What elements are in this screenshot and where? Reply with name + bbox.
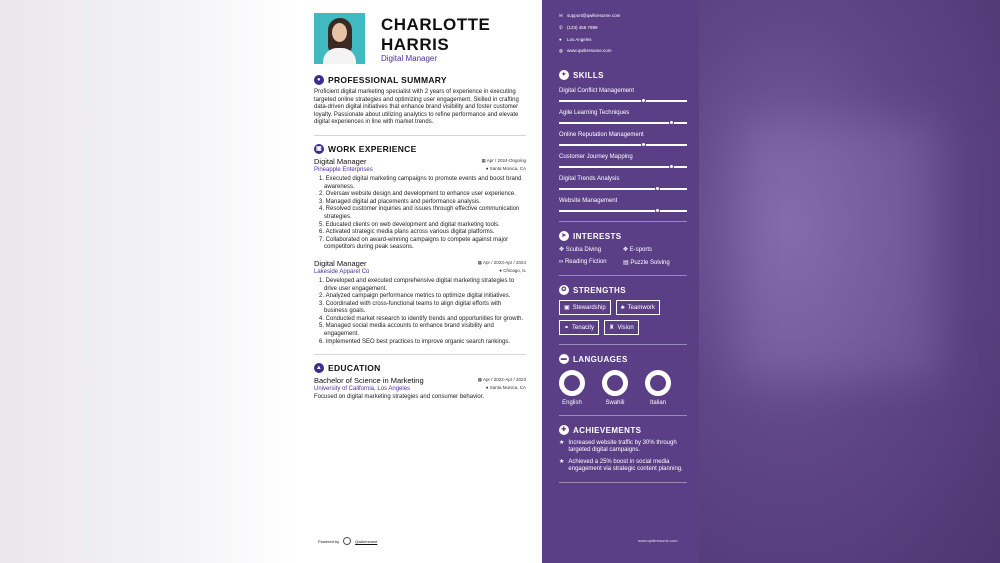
list-item: 2. Analyzed campaign performance metrics to optimize digital initiatives. [319, 293, 526, 301]
list-item: 3. Coordinated with cross-functional teams to align digital efforts with business goals. [319, 301, 526, 316]
trophy-icon: ✚ [559, 425, 569, 435]
interest-label: Reading Fiction [564, 259, 607, 266]
role-title: Digital Manager [381, 54, 438, 63]
strengths-list [559, 300, 691, 335]
job-location: Chicago, IL [503, 267, 526, 273]
job-location-row [481, 165, 526, 173]
language-item [559, 370, 585, 406]
interest-item [623, 259, 687, 266]
job-entry [314, 157, 526, 252]
divider [559, 275, 687, 276]
skill-slider-knob [655, 186, 660, 191]
education-dates: Apr / 2022-Apr / 2023 [482, 377, 526, 383]
job-bullets [314, 176, 526, 252]
contact-text[interactable]: support@qwikresume.com [567, 13, 621, 18]
contact-text[interactable]: (123) 456 7899 [567, 24, 598, 30]
list-item: 5. Educated clients on web development and digital marketing tools. [319, 222, 526, 230]
first-name: CHARLOTTE [381, 15, 491, 34]
languages-title: LANGUAGES [573, 354, 628, 364]
calendar-icon: ▦ [477, 377, 483, 383]
interest-item [559, 246, 623, 253]
powered-by-label: Powered by [318, 538, 340, 544]
send-icon: ➤ [559, 231, 569, 241]
strengths-title: STRENGTHS [573, 285, 626, 295]
star-icon: ★ [559, 459, 565, 466]
list-item: 7. Collaborated on award-winning campaigns to compete against major competitors during peak seasons. [319, 237, 526, 252]
skill-slider-knob [669, 120, 674, 125]
language-ring [559, 370, 585, 396]
resume-header [314, 13, 526, 65]
strength-icon: ✪ [559, 285, 569, 295]
languages-list [559, 370, 687, 406]
achievement-item [559, 440, 687, 454]
strength-label: Stewardship [572, 304, 606, 311]
contact-text[interactable]: www.qwikresume.com [567, 48, 612, 54]
summary-text: Proficient digital marketing specialist with 2 years of experience in executing targeted online strategies and optimizing user engagement. Skilled in crafting data-driven digital initiatives that enhance brand visibility and foster customer loyalty. Passionate about utilizing analytics to refine performance and elevate digital experiences in line with market trends. [314, 89, 519, 126]
pin-icon: ● [485, 385, 490, 391]
pin-icon: ● [499, 267, 504, 273]
profile-photo [314, 13, 365, 64]
interests-section [559, 231, 687, 266]
job-title-block [314, 157, 373, 173]
job-title: Digital Manager [314, 156, 367, 166]
skill-bar [559, 210, 687, 212]
job-dates: Apr / 2024-Ongoing [486, 157, 526, 163]
job-bullets [314, 278, 526, 346]
job-company: Lakeside Apparel Co [314, 268, 370, 275]
interest-item [623, 246, 687, 253]
experience-title: WORK EXPERIENCE [328, 143, 417, 154]
language-label: Swahili [605, 400, 625, 407]
achievements-title: ACHIEVEMENTS [573, 425, 642, 435]
contact-item [559, 34, 687, 46]
skill-name: Customer Journey Mapping [559, 154, 633, 161]
vision-icon: ♜ [609, 325, 615, 332]
education-note: Focused on digital marketing strategies and consumer behavior. [314, 394, 485, 401]
divider [559, 482, 687, 483]
list-item: 4. Conducted market research to identify trends and opportunities for growth. [319, 316, 526, 324]
language-ring [602, 370, 628, 396]
school: University of California, Los Angeles [314, 386, 411, 393]
resume-main-column [301, 0, 542, 563]
interests-list [559, 246, 687, 266]
job-meta [481, 157, 526, 173]
interest-label: Scuba Diving [565, 247, 602, 254]
divider [314, 135, 526, 136]
job-header [314, 157, 526, 173]
strength-chip [604, 320, 639, 335]
summary-title: PROFESSIONAL SUMMARY [328, 75, 447, 85]
contact-text[interactable]: Los Angeles [567, 36, 592, 42]
language-label: English [562, 400, 582, 407]
list-item: 3. Managed digital ad placements and performance analysis. [319, 199, 526, 207]
skill-slider-knob [641, 98, 646, 103]
language-item [645, 370, 671, 406]
resume-page [301, 0, 699, 563]
calendar-icon: ▦ [481, 157, 487, 163]
interest-label: Puzzle Solving [630, 260, 670, 267]
glasses-icon: ∞ [559, 259, 565, 266]
contact-item [559, 10, 687, 22]
divider [559, 221, 687, 222]
job-title-block [314, 259, 369, 275]
contact-list [559, 10, 687, 57]
skills-section [559, 70, 687, 212]
interest-label: E-sports [629, 247, 653, 254]
gamepad-icon: ✥ [623, 247, 630, 254]
site-link[interactable]: www.qwikresume.com [638, 538, 678, 543]
degree: Bachelor of Science in Marketing [314, 376, 424, 386]
pin-icon: ● [485, 165, 490, 171]
strength-chip [616, 300, 660, 315]
contact-item [559, 22, 687, 34]
skill-name: Online Reputation Management [559, 132, 644, 139]
last-name: HARRIS [381, 35, 450, 54]
education-title: EDUCATION [328, 363, 381, 374]
footer [318, 537, 377, 545]
briefcase-icon: ▣ [314, 144, 324, 154]
job-meta [478, 259, 526, 275]
skill-bar [559, 188, 687, 190]
mail-icon: ✉ [559, 13, 563, 18]
contact-item [559, 45, 687, 57]
skill-slider-knob [641, 142, 646, 147]
language-item [602, 370, 628, 406]
skill-bar [559, 122, 687, 124]
skill-bar [559, 144, 687, 146]
jobs-list [314, 157, 526, 346]
achievement-text: Achieved a 25% boost in social media engagement via strategic content planning. [568, 459, 683, 473]
achievements-section [559, 425, 687, 473]
star-icon: ★ [559, 440, 565, 447]
diving-icon: ✥ [559, 247, 566, 254]
pin-icon: ● [559, 36, 562, 42]
phone-icon: ✆ [559, 24, 563, 30]
language-label: Italian [649, 400, 666, 407]
skill-bar [559, 166, 687, 168]
list-item: 1. Executed digital marketing campaigns to promote events and boost brand awareness. [319, 176, 526, 191]
list-item: 6. Implemented SEO best practices to improve organic search rankings. [319, 339, 526, 347]
job-location: Santa Monica, CA [489, 165, 526, 171]
experience-section [314, 144, 526, 346]
list-item: 2. Oversaw website design and development to enhance user experience. [319, 191, 526, 199]
skill-name: Website Management [559, 198, 618, 205]
language-ring [645, 370, 671, 396]
puzzle-icon: ▤ [623, 260, 631, 267]
resume-sidebar [542, 0, 699, 563]
interests-title: INTERESTS [573, 231, 622, 241]
achievements-list [559, 440, 687, 473]
strength-chip [559, 320, 599, 335]
list-item: 6. Activated strategic media plans across various digital platforms. [319, 229, 526, 237]
education-location: Santa Monica, CA [489, 385, 526, 391]
job-title: Digital Manager [314, 258, 367, 268]
divider [314, 354, 526, 355]
skill-name: Digital Trends Analysis [559, 176, 620, 183]
skill-slider-knob [655, 208, 660, 213]
globe-icon: ◍ [559, 48, 563, 54]
strength-label: Tenacity [572, 324, 595, 331]
divider [559, 344, 687, 345]
strength-chip [559, 300, 611, 315]
strength-label: Teamwork [627, 304, 655, 311]
skill-name: Digital Conflict Management [559, 88, 635, 95]
skill-name: Agile Learning Techniques [559, 110, 630, 117]
job-dates-row [478, 259, 526, 267]
backdrop-right [699, 0, 1000, 563]
skill-bar [559, 100, 687, 102]
list-item: 5. Managed social media accounts to enhance brand visibility and engagement. [319, 323, 526, 338]
calendar-icon: ▦ [477, 259, 483, 265]
education-section [314, 363, 526, 402]
list-item: 1. Developed and executed comprehensive digital marketing strategies to drive user engagement. [319, 278, 526, 293]
job-entry [314, 259, 526, 346]
interest-item [559, 259, 623, 266]
team-icon: ♣ [620, 304, 625, 311]
job-header [314, 259, 526, 275]
skills-title: SKILLS [573, 70, 604, 80]
qwikresume-logo-icon [343, 537, 351, 545]
languages-section [559, 354, 687, 406]
skill-slider-knob [669, 164, 674, 169]
summary-section [314, 75, 526, 127]
graduation-icon: ▲ [315, 365, 323, 372]
skills-list [559, 88, 687, 212]
brand-link[interactable]: Qwikresume [355, 538, 378, 544]
chat-icon: ▬ [560, 356, 568, 363]
lightbulb-icon: ✦ [559, 70, 569, 80]
list-item: 4. Resolved customer inquiries and issues through effective communication strategies. [319, 206, 526, 221]
achievement-text: Increased website traffic by 30% through targeted digital campaigns. [568, 440, 677, 454]
strengths-section [559, 285, 687, 335]
person-icon: ● [314, 75, 324, 85]
strength-label: Vision [617, 324, 634, 331]
achievement-item [559, 459, 687, 473]
job-location-row [478, 267, 526, 275]
divider [559, 415, 687, 416]
link-icon: ⚭ [564, 325, 570, 332]
briefcase-icon: ▣ [564, 305, 570, 312]
job-company: Pineapple Enterprises [314, 166, 373, 173]
backdrop-left [0, 0, 301, 563]
job-dates-row [481, 157, 526, 165]
job-dates: Apr / 2023-Apr / 2024 [482, 259, 526, 265]
